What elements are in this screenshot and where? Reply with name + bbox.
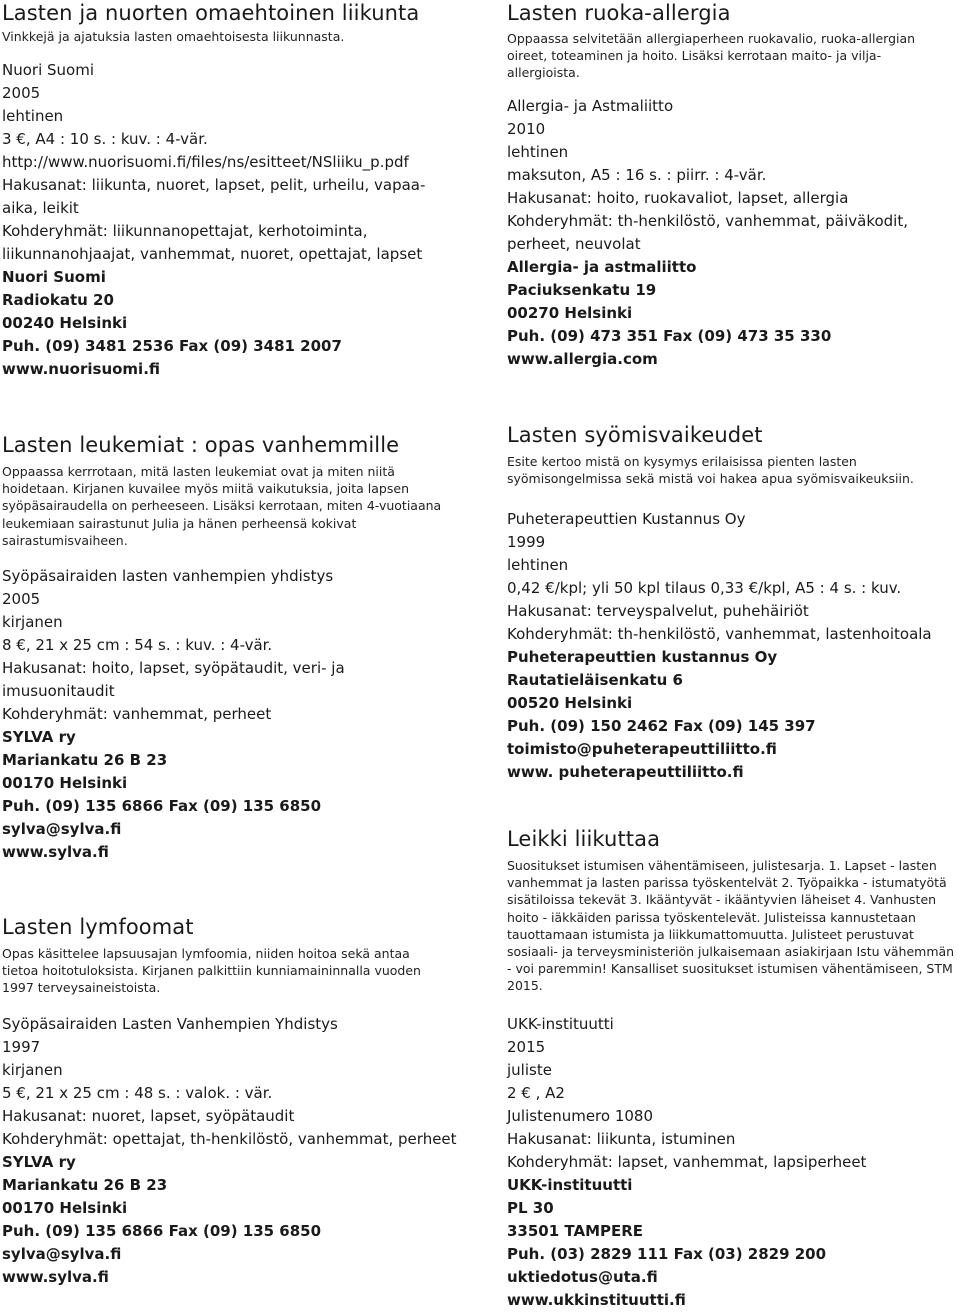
contact-email[interactable]: toimisto@puheterapeuttiliitto.fi bbox=[507, 740, 777, 759]
entry-title: Lasten leukemiat : opas vanhemmille bbox=[2, 433, 400, 457]
contact-website[interactable]: www.ukkinstituutti.fi bbox=[507, 1290, 686, 1309]
entry-keywords-cont: aika, leikit bbox=[2, 199, 79, 218]
entry-type: juliste bbox=[507, 1060, 552, 1079]
entry-type: lehtinen bbox=[507, 142, 569, 161]
contact-name: SYLVA ry bbox=[2, 1152, 76, 1171]
contact-address: Mariankatu 26 B 23 bbox=[2, 1175, 168, 1194]
entry-description: Esite kertoo mistä on kysymys erilaisissa pienten lasten syömisongelmissa sekä mistä voi hakea apua syömisvaikeuksiin. bbox=[507, 454, 914, 487]
contact-postcode: 00170 Helsinki bbox=[2, 774, 128, 793]
contact-postcode: 00170 Helsinki bbox=[2, 1198, 128, 1217]
entry-target: Kohderyhmät: th-henkilöstö, vanhemmat, päiväkodit, bbox=[507, 211, 908, 230]
contact-phone: Puh. (09) 135 6866 Fax (09) 135 6850 bbox=[2, 797, 322, 816]
entry-description: Suositukset istumisen vähentämiseen, julistesarja. 1. Lapset - lasten vanhemmat ja lasten parissa työskentelvät 2. Työpaikka - istumatyötä sisätiloissa tekevät 3. Ikääntyvät - ikääntyvien läheiset 4. Vanhusten hoito - iäkkäiden parissa työskentelevät. Julisteissa kannustetaan tauottamaan istumista ja liikkumattomuutta. Julisteet perustuvat sosiaali- ja terveysministeriön julkaisemaan asiakirjaan Istu vähemmän - voi paremmin! Kansalliset suositukset istumisen vähentämiseen, STM 2015. bbox=[507, 858, 955, 994]
entry-target: Kohderyhmät: opettajat, th-henkilöstö, vanhemmat, perheet bbox=[2, 1129, 457, 1148]
contact-name: Puheterapeuttien kustannus Oy bbox=[507, 648, 778, 667]
contact-website[interactable]: www.allergia.com bbox=[507, 349, 658, 368]
entry-syomisvaikeudet bbox=[507, 422, 947, 784]
entry-keywords: Hakusanat: nuoret, lapset, syöpätaudit bbox=[2, 1106, 295, 1125]
entry-year: 2015 bbox=[507, 1037, 546, 1056]
entry-keywords-cont: imusuonitaudit bbox=[2, 682, 115, 701]
entry-type: kirjanen bbox=[2, 613, 63, 632]
entry-keywords: Hakusanat: hoito, ruokavaliot, lapset, allergia bbox=[507, 188, 849, 207]
entry-extra: Julistenumero 1080 bbox=[507, 1106, 654, 1125]
entry-year: 1997 bbox=[2, 1037, 41, 1056]
entry-target-cont: perheet, neuvolat bbox=[507, 234, 641, 253]
entry-title: Lasten ruoka-allergia bbox=[507, 1, 731, 25]
contact-email[interactable]: sylva@sylva.fi bbox=[2, 1244, 122, 1263]
entry-leikki-liikuttaa bbox=[507, 826, 957, 1312]
entry-publisher: Allergia- ja Astmaliitto bbox=[507, 96, 674, 115]
entry-title: Leikki liikuttaa bbox=[507, 827, 661, 851]
entry-url[interactable]: http://www.nuorisuomi.fi/files/ns/esitteet/NSliiku_p.pdf bbox=[2, 153, 409, 172]
entry-publisher: UKK-instituutti bbox=[507, 1014, 614, 1033]
contact-address: Rautatieläisenkatu 6 bbox=[507, 671, 683, 690]
entry-type: lehtinen bbox=[2, 107, 64, 126]
entry-omaehtoinen-liikunta bbox=[2, 0, 472, 381]
entry-keywords: Hakusanat: hoito, lapset, syöpätaudit, veri- ja bbox=[2, 659, 345, 678]
contact-phone: Puh. (09) 135 6866 Fax (09) 135 6850 bbox=[2, 1221, 322, 1240]
entry-publisher: Syöpäsairaiden lasten vanhempien yhdistys bbox=[2, 567, 334, 586]
entry-type: kirjanen bbox=[2, 1060, 63, 1079]
contact-postcode: 00520 Helsinki bbox=[507, 694, 633, 713]
contact-name: SYLVA ry bbox=[2, 728, 76, 747]
entry-publisher: Nuori Suomi bbox=[2, 61, 94, 80]
entry-ruoka-allergia bbox=[507, 0, 947, 371]
contact-website[interactable]: www. puheterapeuttiliitto.fi bbox=[507, 763, 744, 782]
entry-description: Vinkkejä ja ajatuksia lasten omaehtoisesta liikunnasta. bbox=[2, 29, 345, 44]
entry-description: Oppaassa kerrrotaan, mitä lasten leukemiat ovat ja miten niitä hoidetaan. Kirjanen kuvailee myös miitä vaikutuksia, joita lapsen syöpäsairaudella on perheeseen. Lisäksi kerrotaan, miten 4-vuotiaana leukemiaan sairastunut Julia ja hänen perheensä kokivat sairastumisvaiheen. bbox=[2, 464, 442, 548]
contact-address: Paciuksenkatu 19 bbox=[507, 280, 657, 299]
contact-postcode: 00240 Helsinki bbox=[2, 314, 128, 333]
contact-phone: Puh. (09) 3481 2536 Fax (09) 3481 2007 bbox=[2, 337, 342, 356]
entry-lymfoomat bbox=[2, 914, 457, 1289]
entry-publisher: Syöpäsairaiden Lasten Vanhempien Yhdistys bbox=[2, 1014, 338, 1033]
contact-phone: Puh. (09) 473 351 Fax (09) 473 35 330 bbox=[507, 326, 832, 345]
contact-website[interactable]: www.nuorisuomi.fi bbox=[2, 360, 161, 379]
entry-details: maksuton, A5 : 16 s. : piirr. : 4-vär. bbox=[507, 165, 767, 184]
entry-target: Kohderyhmät: th-henkilöstö, vanhemmat, lastenhoitoala bbox=[507, 625, 932, 644]
entry-details: 2 € , A2 bbox=[507, 1083, 565, 1102]
entry-target: Kohderyhmät: lapset, vanhemmat, lapsiperheet bbox=[507, 1152, 867, 1171]
contact-postcode: 33501 TAMPERE bbox=[507, 1221, 644, 1240]
entry-title: Lasten lymfoomat bbox=[2, 915, 194, 939]
entry-leukemiat bbox=[2, 432, 442, 864]
entry-target-cont: liikunnanohjaajat, vanhemmat, nuoret, opettajat, lapset bbox=[2, 245, 423, 264]
contact-phone: Puh. (09) 150 2462 Fax (09) 145 397 bbox=[507, 717, 816, 736]
contact-address: Mariankatu 26 B 23 bbox=[2, 751, 168, 770]
contact-name: Allergia- ja astmaliitto bbox=[507, 257, 697, 276]
entry-target: Kohderyhmät: vanhemmat, perheet bbox=[2, 705, 272, 724]
entry-title: Lasten syömisvaikeudet bbox=[507, 423, 763, 447]
contact-address: PL 30 bbox=[507, 1198, 554, 1217]
entry-keywords: Hakusanat: liikunta, istuminen bbox=[507, 1129, 736, 1148]
contact-email[interactable]: uktiedotus@uta.fi bbox=[507, 1267, 658, 1286]
entry-year: 2010 bbox=[507, 119, 546, 138]
entry-details: 3 €, A4 : 10 s. : kuv. : 4-vär. bbox=[2, 130, 208, 149]
contact-address: Radiokatu 20 bbox=[2, 291, 114, 310]
contact-website[interactable]: www.sylva.fi bbox=[2, 843, 109, 862]
entry-keywords: Hakusanat: liikunta, nuoret, lapset, pelit, urheilu, vapaa- bbox=[2, 176, 426, 195]
contact-postcode: 00270 Helsinki bbox=[507, 303, 633, 322]
entry-publisher: Puheterapeuttien Kustannus Oy bbox=[507, 510, 746, 529]
contact-name: Nuori Suomi bbox=[2, 268, 106, 287]
entry-keywords: Hakusanat: terveyspalvelut, puhehäiriöt bbox=[507, 602, 809, 621]
entry-year: 2005 bbox=[2, 84, 41, 103]
contact-website[interactable]: www.sylva.fi bbox=[2, 1267, 109, 1286]
contact-phone: Puh. (03) 2829 111 Fax (03) 2829 200 bbox=[507, 1244, 827, 1263]
entry-details: 0,42 €/kpl; yli 50 kpl tilaus 0,33 €/kpl, A5 : 4 s. : kuv. bbox=[507, 579, 902, 598]
entry-description: Opas käsittelee lapsuusajan lymfoomia, niiden hoitoa sekä antaa tietoa hoitotuloksista. Kirjanen palkittiin kunniamaininnalla vuoden 1997 terveysaineistoista. bbox=[2, 946, 421, 996]
entry-details: 8 €, 21 x 25 cm : 54 s. : kuv. : 4-vär. bbox=[2, 636, 273, 655]
contact-name: UKK-instituutti bbox=[507, 1175, 633, 1194]
entry-target: Kohderyhmät: liikunnanopettajat, kerhotoiminta, bbox=[2, 222, 368, 241]
entry-year: 1999 bbox=[507, 533, 546, 552]
entry-title: Lasten ja nuorten omaehtoinen liikunta bbox=[2, 1, 420, 25]
contact-email[interactable]: sylva@sylva.fi bbox=[2, 820, 122, 839]
entry-details: 5 €, 21 x 25 cm : 48 s. : valok. : vär. bbox=[2, 1083, 273, 1102]
entry-description: Oppaassa selvitetään allergiaperheen ruokavalio, ruoka-allergian oireet, toteaminen ja hoito. Lisäksi kerrotaan maito- ja vilja-allergioista. bbox=[507, 31, 916, 81]
entry-type: lehtinen bbox=[507, 556, 569, 575]
entry-year: 2005 bbox=[2, 590, 41, 609]
